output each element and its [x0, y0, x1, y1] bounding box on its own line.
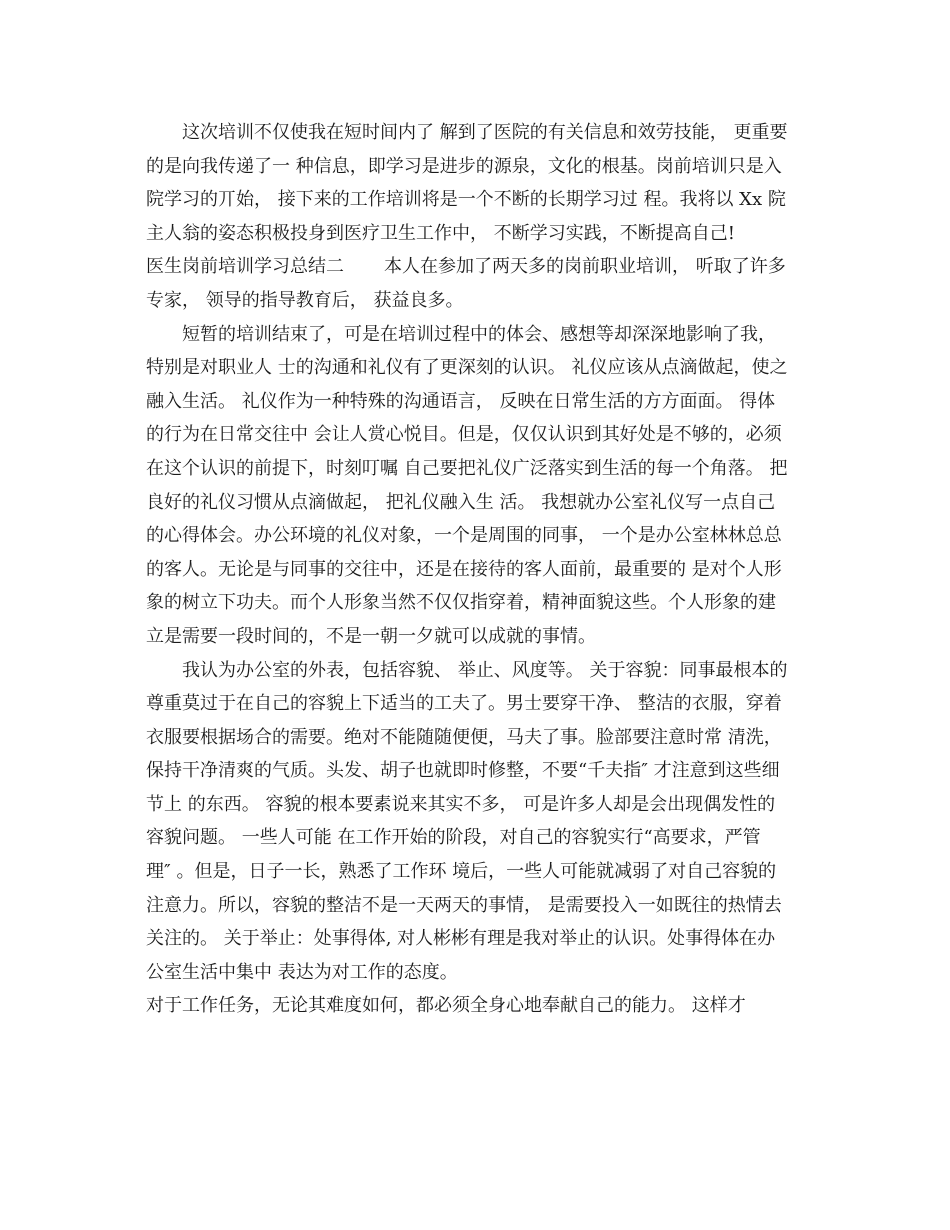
text-line [146, 1023, 810, 1057]
text-line: 融入生活。 礼仪作为一种特殊的沟通语言， 反映在日常生活的方方面面。 得体 [146, 390, 776, 412]
text-line: 的客人。无论是与同事的交往中，还是在接待的客人面前，最重要的 是对个人形 [146, 558, 782, 580]
text-line: 关注的。 关于举止：处事得体, 对人彬彬有理是我对举止的认识。处事得体在办 [146, 928, 776, 950]
body-text [146, 116, 810, 1057]
text-line: 注意力。所以，容貌的整洁不是一天两天的事情， 是需要投入一如既往的热情去 [146, 894, 782, 916]
text-line: 容貌问题。 一些人可能 在工作开始的阶段，对自己的容貌实行“高要求，严管 [146, 827, 761, 849]
section-opening: 本人在参加了两天多的岗前职业培训， 听取了许多 [384, 256, 786, 278]
text-line: 理″ 。但是，日子一长，熟悉了工作环 境后，一些人可能就减弱了对自己容貌的 [146, 861, 777, 883]
text-line: 的是向我传递了一 种信息，即学习是进步的源泉，文化的根基。岗前培训只是入 [146, 155, 782, 177]
text-line: 保持干净清爽的气质。头发、胡子也就即时修整，不要“千夫指″ 才注意到这些细 [146, 760, 780, 782]
text-line: 专家， 领导的指导教育后， 获益良多。 [146, 289, 464, 311]
text-line: 短暂的培训结束了，可是在培训过程中的体会、感想等却深深地影响了我， [182, 323, 776, 345]
text-line: 衣服要根据场合的需要。绝对不能随随便便，马夫了事。脸部要注意时常 清洗， [146, 726, 782, 748]
text-line: 主人翁的姿态积极投身到医疗卫生工作中， 不断学习实践，不断提高自己! [146, 222, 735, 244]
text-line: 良好的礼仪习惯从点滴做起， 把礼仪融入生 活。 我想就办公室礼仪写一点自己 [146, 491, 776, 513]
text-line: 我认为办公室的外表，包括容貌、 举止、风度等。 关于容貌：同事最根本的 [182, 659, 788, 681]
text-line: 特别是对职业人 士的沟通和礼仪有了更深刻的认识。 礼仪应该从点滴做起，使之 [146, 357, 788, 379]
text-line: 节上 的东西。 容貌的根本要素说来其实不多， 可是许多人却是会出现偶发性的 [146, 793, 776, 815]
text-line: 院学习的丌始， 接下来的工作培训将是一个不断的长期学习过 程。我将以 Xx 院 [146, 189, 786, 211]
section-title: 医生岗前培训学习总结二 [146, 256, 344, 278]
text-line: 的心得体会。办公环境的礼仪对象，一个是周围的同事， 一个是办公室林林总总 [146, 525, 782, 547]
text-line: 尊重莫过于在自己的容貌上下适当的工夫了。男士要穿干净、 整洁的衣服，穿着 [146, 693, 782, 715]
text-line: 的行为在日常交往中 会让人赏心悦目。但是，仅仅认识到其好处是不够的，必须 [146, 424, 782, 446]
text-line: 公室生活中集中 表达为对工作的态度。 [146, 961, 458, 983]
text-line: 这次培训不仅使我在短时间内了 解到了医院的有关信息和效劳技能， 更重要 [182, 122, 788, 143]
text-line: 对于工作任务，无论其难度如何，都必须全身心地奉献自己的能力。 这样才 [146, 995, 746, 1017]
text-line: 在这个认识的前提下，时刻叮嘱 自己要把礼仪广泛落实到生活的每一个角落。 把 [146, 457, 788, 479]
text-line [146, 250, 810, 284]
text-line: 象的树立下功夫。而个人形象当然不仅仅指穿着，精神面貌这些。个人形象的建 [146, 592, 776, 614]
text-line: 立是需要一段时间的，不是一朝一夕就可以成就的事情。 [146, 625, 596, 647]
